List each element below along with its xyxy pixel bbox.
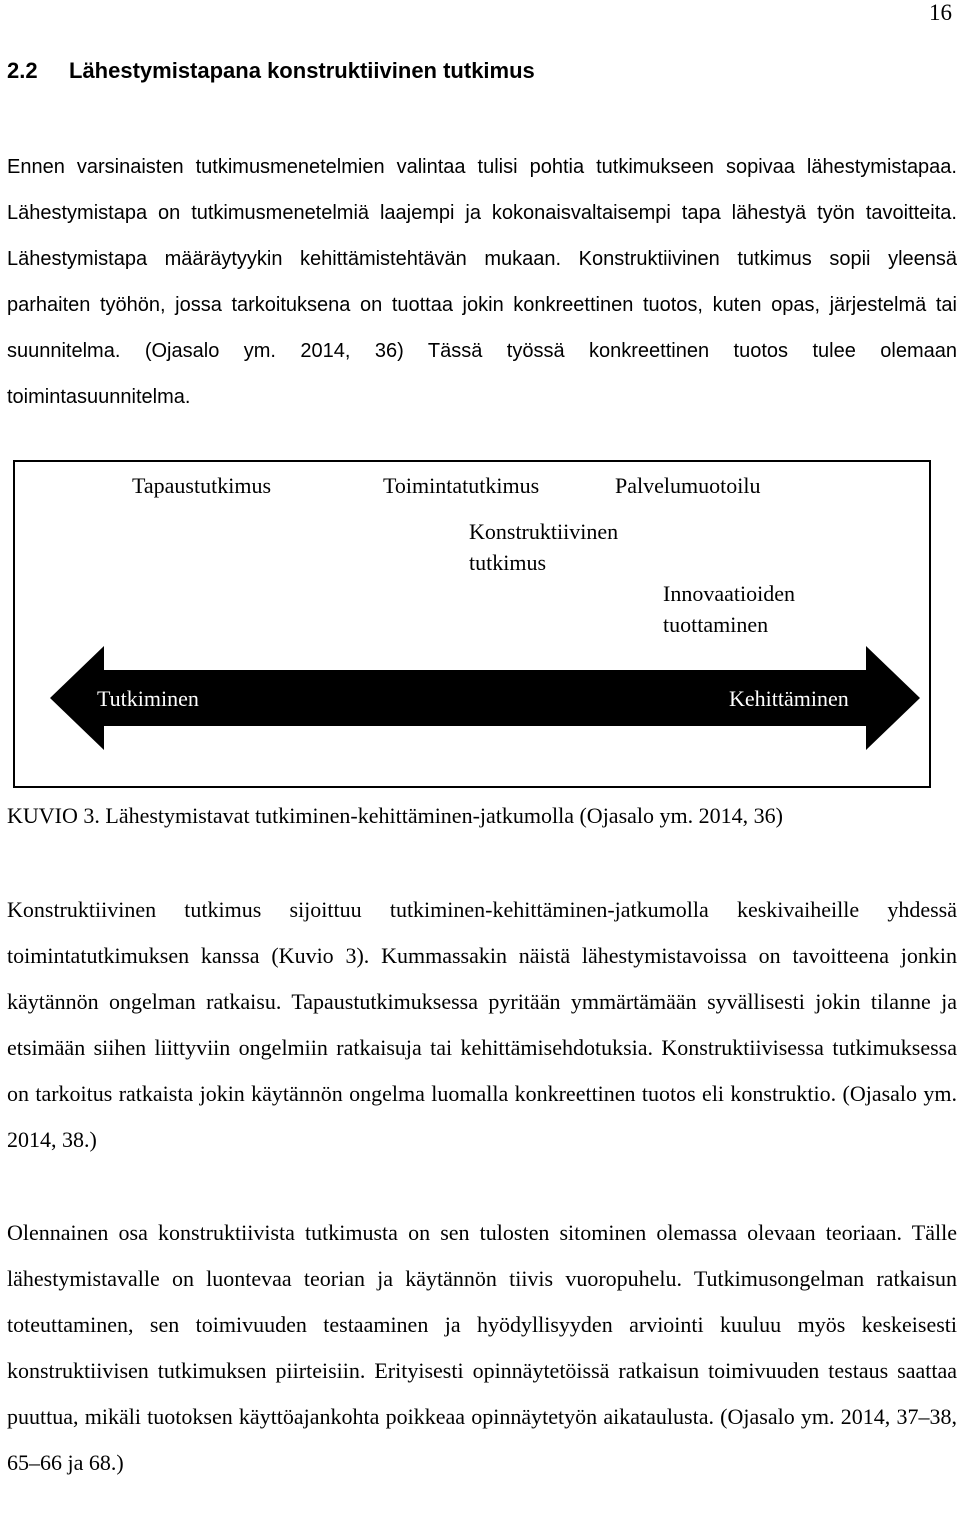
label-innovaatioiden-line2: tuottaminen: [663, 612, 769, 637]
section-number: 2.2: [7, 58, 38, 83]
label-tapaustutkimus: Tapaustutkimus: [132, 473, 272, 498]
arrow-label-tutkiminen: Tutkiminen: [97, 686, 199, 711]
section-heading: [7, 58, 535, 84]
label-toimintatutkimus: Toimintatutkimus: [383, 473, 540, 498]
section-title: Lähestymistapana konstruktiivinen tutkimus: [69, 58, 535, 83]
paragraph-theory: Olennainen osa konstruktiivista tutkimusta on sen tulosten sitominen olemassa olevaan teoriaan. Tälle lähestymistavalle on luontevaa teorian ja käytännön tiivis vuoropuhelu. Tutkimusongelman ratkaisun toteuttaminen, sen toimivuuden testaaminen ja hyödyllisyyden arviointi kuuluu myös keskeisesti konstruktiivisen tutkimuksen piirteisiin. Erityisesti opinnäytetöissä ratkaisun toimivuuden testaus saattaa puuttua, mikäli tuotoksen käyttöajankohta poikkeaa opinnäytetyön aikataulusta. (Ojasalo ym. 2014, 37–38, 65–66 ja 68.): [7, 1220, 957, 1475]
paragraph-continuum: Konstruktiivinen tutkimus sijoittuu tutkiminen-kehittäminen-jatkumolla keskivaiheille yhdessä toimintatutkimuksen kanssa (Kuvio 3). Kummassakin näistä lähestymistavoissa on tavoitteena jonkin käytännön ongelman ratkaisu. Tapaustutkimuksessa pyritään ymmärtämään syvällisesti jokin tilanne ja etsimään siihen liittyviin ongelmiin ratkaisuja tai kehittämisehdotuksia. Konstruktiivisessa tutkimuksessa on tarkoitus ratkaista jokin käytännön ongelma luomalla konkreettinen tuotos eli konstruktio. (Ojasalo ym. 2014, 38.): [7, 897, 957, 1152]
figure-caption: KUVIO 3. Lähestymistavat tutkiminen-kehittäminen-jatkumolla (Ojasalo ym. 2014, 36): [7, 803, 783, 828]
label-palvelumuotoilu: Palvelumuotoilu: [615, 473, 761, 498]
label-innovaatioiden-line1: Innovaatioiden: [663, 581, 795, 606]
label-konstruktiivinen-line1: Konstruktiivinen: [469, 519, 619, 544]
paragraph-intro: Ennen varsinaisten tutkimusmenetelmien valintaa tulisi pohtia tutkimukseen sopivaa lähestymistapaa. Lähestymistapa on tutkimusmenetelmiä laajempi ja kokonaisvaltaisempi tapa lähestyä työn tavoitteita. Lähestymistapa määräytyykin kehittämistehtävän mukaan. Konstruktiivinen tutkimus sopii yleensä parhaiten työhön, jossa tarkoituksena on tuottaa jokin konkreettinen tuotos, kuten opas, järjestelmä tai suunnitelma. (Ojasalo ym. 2014, 36) Tässä työssä konkreettinen tuotos tulee olemaan toimintasuunnitelma.: [7, 156, 957, 408]
arrow-label-kehittaminen: Kehittäminen: [729, 686, 849, 711]
page-number: 16: [929, 0, 952, 25]
label-konstruktiivinen-line2: tutkimus: [469, 550, 547, 575]
